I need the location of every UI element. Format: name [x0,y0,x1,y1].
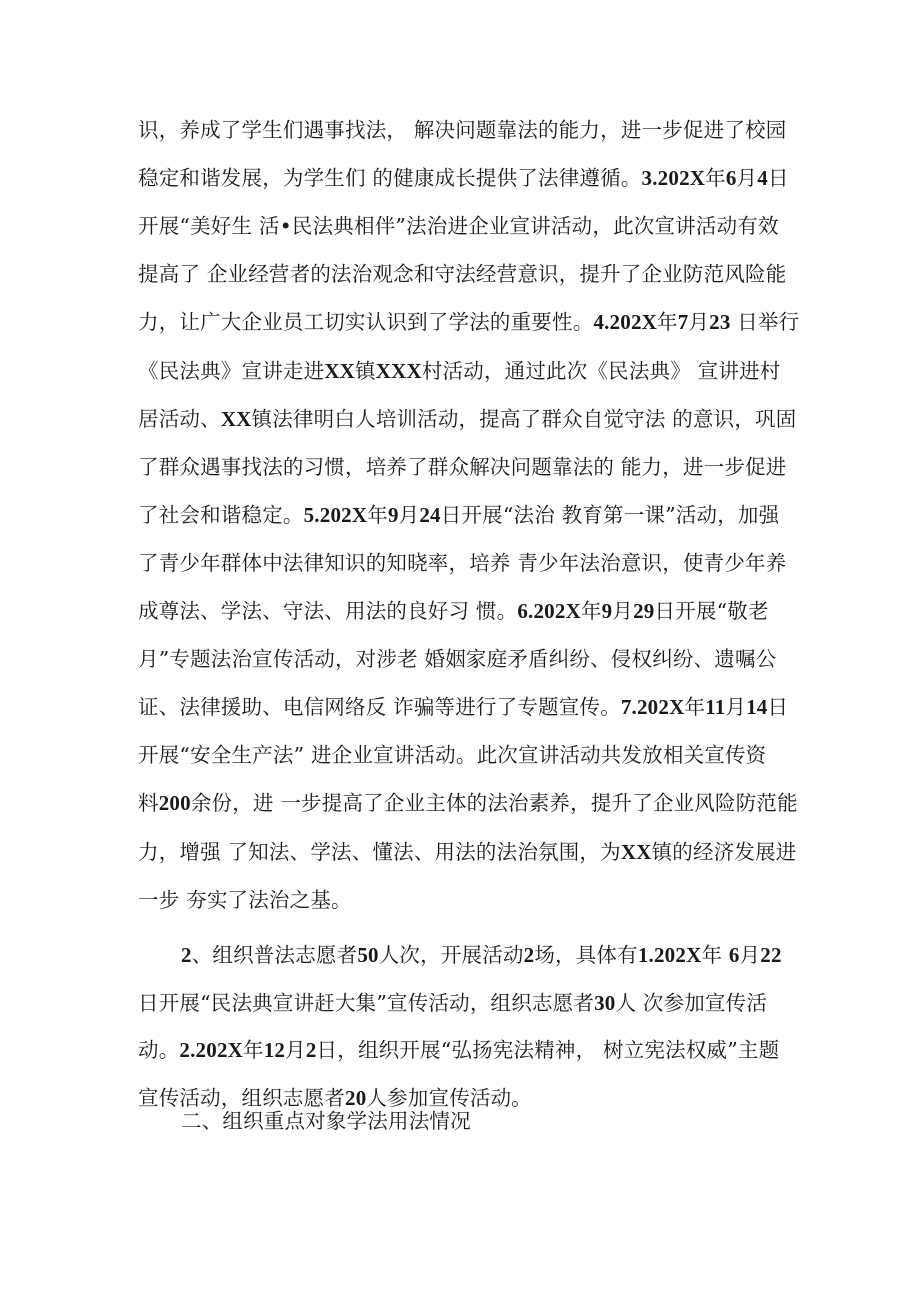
text-run: 月 [398,502,420,527]
text-run: 月 [736,166,758,191]
text-run: 2 [305,1038,317,1062]
text-line [138,110,786,150]
text-line [138,591,769,631]
text-run: 年 [705,166,726,191]
text-run: 开展“安全生产法” 进企业宣讲活动。此次宣讲活动共发放相关宣传资 [138,743,767,768]
text-line [138,880,352,920]
text-run: 镇的经济发展进 [651,839,797,864]
text-run: XX [620,839,652,864]
text-line [138,783,798,823]
text-run: 村活动，通过此次《民法典》 宣讲进村 [421,358,781,383]
text-line [138,832,796,872]
text-line [138,302,799,342]
text-run: 年 [243,1038,264,1062]
text-run: 30 [594,990,616,1015]
text-run: 14 [746,695,768,720]
text-line [138,639,776,679]
text-run: 日开展“民法典宣讲赶大集”宣传活动，组织志愿者 [138,990,595,1015]
text-run: 了青少年群体中法律知识的知晓率，培养 青少年法治意识，使青少年养 [138,550,787,575]
text-line [138,983,767,1023]
text-run: 识，养成了学生们遇事找法， 解决问题靠法的能力，进一步促进了校园 [138,118,787,142]
text-run: 人次，开展活动 [378,943,524,967]
text-run: 稳定和谐发展，为学生们 的健康成长提供了法律遵循。 [138,166,642,191]
text-run: 居活动、 [138,406,221,431]
text-run: 了群众遇事找法的习惯，培养了群众解决问题靠法的 能力，进一步促进 [138,454,787,479]
text-run: 6 [728,943,740,967]
text-run: 月 [739,943,761,967]
text-run: 日 [767,166,789,191]
text-run: 镇法律明白人培训活动，提高了群众自觉守法 的意识，巩固 [251,406,797,431]
text-line [138,254,786,294]
text-run: 1.202X [637,943,702,967]
text-run: 11 [705,695,726,720]
section-heading: 二、组织重点对象学法用法情况 [181,1109,471,1133]
text-run: 7 [677,310,689,335]
text-line [138,206,779,246]
text-run: 年 [684,695,706,720]
text-line [138,543,786,583]
text-run: 动。 [138,1038,180,1062]
text-run: 宣传活动，组织志愿者 [138,1085,345,1110]
text-run: 月 [285,1038,306,1062]
text-run: 9 [387,502,399,527]
text-run: 6.202X [517,599,581,623]
text-run: XXX [375,358,422,383]
text-run: 6 [725,166,737,191]
text-run: 余份，进 一步提高了企业主体的法治素养，提升了企业风险防范能 [190,791,798,816]
text-run: 24 [419,502,441,527]
text-run: 月 [612,599,634,623]
text-run: 一步 夯实了法治之基。 [138,887,352,912]
text-run: 年 [580,599,602,623]
text-run: 2 [181,943,192,967]
text-run: 23 [709,310,731,335]
text-run: 提高了 企业经营者的法治观念和守法经营意识，提升了企业防范风险能 [138,262,787,287]
text-run: 年 [657,310,678,335]
text-line [138,495,779,535]
text-run: 、组织普法志愿者 [191,943,358,967]
text-run: 22 [760,943,782,967]
text-run: 年 [367,502,388,527]
text-line [138,447,786,487]
text-run: 月 [688,310,710,335]
text-run: 料 [138,791,159,816]
text-line [138,399,796,439]
text-line [138,1030,779,1070]
text-run: 开展“美好生 活•民法典相伴”法治进企业宣讲活动，此次宣讲活动有效 [138,214,779,239]
text-run: 力，让广大企业员工切实认识到了学法的重要性。 [138,310,594,335]
text-run: 日举行 [730,310,800,335]
text-line [138,687,788,727]
text-run: 了社会和谐稳定。 [138,502,304,527]
text-run: 29 [633,599,655,623]
text-run: 成尊法、学法、守法、用法的良好习 惯。 [138,599,518,623]
text-run: 日 [767,695,789,720]
text-run: 2 [523,943,535,967]
text-run: 4 [757,166,768,191]
text-run: 力，增强 了知法、学法、懂法、用法的法治氛围，为 [138,839,621,864]
text-run: 2.202X [179,1038,244,1062]
text-run: 日，组织开展“弘扬宪法精神， 树立宪法权威”主题 [316,1038,780,1062]
text-run: 日开展“法治 教育第一课”活动，加强 [440,502,780,527]
text-run: 20 [345,1085,367,1110]
text-run: 场，具体有 [534,943,638,967]
text-line [138,351,780,391]
text-line [138,158,789,198]
text-run: 年 [701,943,729,967]
text-run: 日开展“敬老 [654,599,769,623]
text-run: 9 [601,599,613,623]
text-line [181,935,782,975]
text-run: 3.202X [641,166,706,191]
text-run: 镇 [355,358,376,383]
text-run: XX [324,358,356,383]
text-run: 12 [263,1038,286,1062]
text-run: 7.202X [620,695,685,720]
text-run: 人 次参加宣传活 [615,990,768,1015]
text-run: 月”专题法治宣传活动，对涉老 婚姻家庭矛盾纠纷、侵权纠纷、遗嘱公 [138,647,777,672]
text-run: 《民法典》宣讲走进 [138,358,325,383]
text-run: 人参加宣传活动。 [366,1085,533,1110]
text-run: XX [220,406,252,431]
text-run: 200 [158,791,191,816]
text-run: 5.202X [303,502,368,527]
text-run: 4.202X [593,310,658,335]
text-run: 50 [357,943,379,967]
text-run: 月 [725,695,747,720]
text-line [138,735,766,775]
text-run: 证、法律援助、电信网络反 诈骗等进行了专题宣传。 [138,695,621,720]
